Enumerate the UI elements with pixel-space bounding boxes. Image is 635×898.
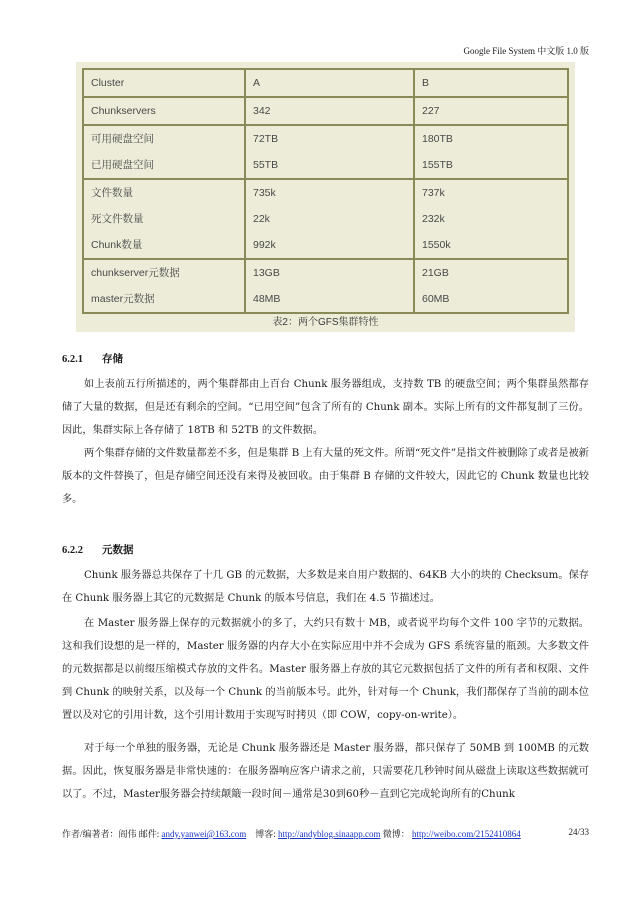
cell-line: A [253,77,261,89]
cell-line: Chunkservers [91,105,156,117]
email-link[interactable]: andy.yanwei@163.com [161,829,247,839]
table-cell [414,259,568,313]
paragraph: 两个集群存储的文件数量都差不多，但是集群 B 上有大量的死文件。所谓“死文件”是指文件被删除了或者是被新版本的文件替换了，但是存储空间还没有来得及被回收。由于集群 B 存储的文件较大，因此它的 Chunk 数量也比较多。 [62,448,589,505]
cell-line: 227 [422,105,440,117]
cell-line: 55TB [253,159,279,171]
cell-line: 180TB [422,133,453,145]
table-caption: 表2：两个GFS集群特性 [272,317,379,328]
table-figure [76,62,575,332]
cell-line: chunkserver元数据 [91,267,180,279]
section-heading-storage [62,351,123,366]
table-cell [83,69,245,97]
table-cell [83,179,245,259]
table-cell [83,259,245,313]
paragraph: 如上表前五行所描述的，两个集群都由上百台 Chunk 服务器组成，支持数 TB 的硬盘空间；两个集群虽然都存储了大量的数据，但是还有剩余的空间。“已用空间”包含了所有的 Chunk 副本。实际上所有的文件都复制了三份。因此，集群实际上各存储了 18TB 和 52TB 的文件数据。 [62,379,589,436]
table-cell [414,125,568,179]
table-cell [83,125,245,179]
cell-line: 60MB [422,293,450,305]
table-row [83,97,568,125]
footer-author: 作者/编著者：阎伟 邮件: [62,829,160,839]
cell-line: 342 [253,105,271,117]
cell-line: 可用硬盘空间 [91,133,154,145]
cell-line: 737k [422,187,445,199]
section-heading-metadata [62,542,134,557]
paragraph: 对于每一个单独的服务器，无论是 Chunk 服务器还是 Master 服务器，都只保存了 50MB 到 100MB 的元数据。因此，恢复服务器是非常快速的：在服务器响应客户请求之前，只需要花几秒钟时间从磁盘上读取这些数据就可以了。不过，Master服务器会持续颠簸一段时间－通常是30到60秒－直到它完成轮询所有的Chunk [62,743,589,800]
cell-line: 死文件数量 [91,213,144,225]
table-cell [245,179,414,259]
cell-line: B [422,77,430,89]
section-number: 6.2.2 [62,545,83,556]
cell-line: 1550k [422,239,451,251]
table-cell [414,179,568,259]
cell-line: 735k [253,187,276,199]
table-cell [245,259,414,313]
table-cell [245,97,414,125]
table-cell [83,97,245,125]
table-row [83,259,568,313]
blog-link[interactable]: http://andyblog.sinaapp.com [277,829,381,839]
cell-line: master元数据 [91,293,155,305]
weibo-link[interactable]: http://weibo.com/2152410864 [411,829,521,839]
table-row [83,125,568,179]
page-footer [62,827,589,840]
cell-line: 已用硬盘空间 [91,159,154,171]
paragraph: 在 Master 服务器上保存的元数据就小的多了，大约只有数十 MB，或者说平均每个文件 100 字节的元数据。这和我们设想的是一样的，Master 服务器的内存大小在实际应用中并不会成为 GFS 系统容量的瓶颈。大多数文件的元数据都是以前缀压缩模式存放的文件名。Master 服务器上存放的其它元数据包括了文件的所有者和权限、文件到 Chunk 的映射关系，以及每一个 Chunk 的当前版本号。此外，针对每一个 Chunk，我们都保存了当前的副本位置以及对它的引用计数，这个引用计数用于实现写时拷贝（即 COW，copy-on-write）。 [62,618,589,721]
table-row [83,69,568,97]
paragraph: Chunk 服务器总共保存了十几 GB 的元数据，大多数是来自用户数据的、64KB 大小的块的 Checksum。保存在 Chunk 服务器上其它的元数据是 Chunk 的版本号信息，我们在 4.5 节描述过。 [62,570,589,604]
cell-line: 232k [422,213,445,225]
cell-line: 22k [253,213,270,225]
table-cell [245,125,414,179]
table-cell [414,69,568,97]
cell-line: 13GB [253,267,280,279]
cell-line: 48MB [253,293,281,305]
cell-line: Cluster [91,77,125,89]
cell-line: Chunk数量 [91,239,143,251]
page-header: Google File System 中文版 1.0 版 [463,46,589,56]
table-row [83,179,568,259]
section-title: 存储 [102,354,123,365]
cluster-characteristics-table [82,68,569,314]
page-number: 24/33 [568,827,589,837]
section-title: 元数据 [102,545,134,556]
footer-weibo-label: 微博： [382,829,410,839]
cell-line: 155TB [422,159,453,171]
table-cell [245,69,414,97]
footer-blog-label: 博客: [255,829,276,839]
section-number: 6.2.1 [62,354,83,365]
cell-line: 72TB [253,133,279,145]
cell-line: 992k [253,239,276,251]
table-cell [414,97,568,125]
cell-line: 文件数量 [91,187,133,199]
cell-line: 21GB [422,267,449,279]
